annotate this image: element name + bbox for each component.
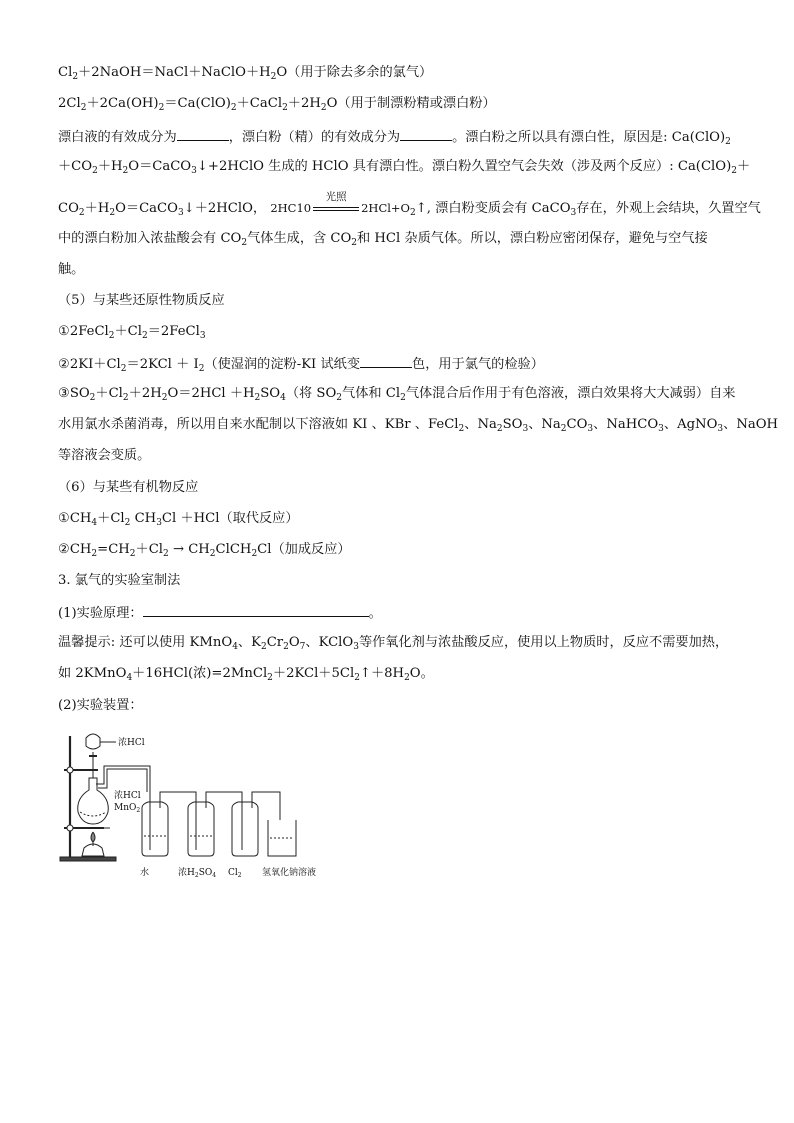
- tap-water-line: 水用氯水杀菌消毒，所以用自来水配制以下溶液如 KI 、KBr 、FeCl$_2$、$Na_2SO_3$、$Na_2CO_3$、NaHCO$_3$、AgNO$_3$、NaOH: [58, 417, 779, 434]
- answer-blank-bleach-liquid[interactable]: [177, 127, 229, 141]
- wash-bottle-sulfuric-acid: [188, 802, 214, 856]
- equation-ch4: $①CH_4+Cl_2$ $CH_3Cl +HCl$（取代反应）: [58, 511, 299, 528]
- equation-ki: $②2KI+Cl_2=2KCl + I_2$（使湿润的淀粉-KI 试纸变 色，用于氯气的检验）: [58, 354, 544, 374]
- bleach-paragraph-line-4: 中的漂白粉加入浓盐酸会有 $CO_2$气体生成，含 $CO_2$和 HCl 杂质气体。所以，漂白粉应密闭保存，避免与空气接: [58, 231, 708, 248]
- bleach-paragraph-line-2: $+CO_2+H_2O=CaCO_3↓+2HClO$ 生成的 HClO 具有漂白性。漂白粉久置空气会失效（涉及两个反应）: $Ca(ClO)_2+$: [58, 159, 751, 176]
- experiment-apparatus-heading: (2)实验装置：: [58, 698, 143, 713]
- bleach-paragraph-line-1: 漂白液的有效成分为 ，漂白粉（精）的有效成分为 。漂白粉之所以具有漂白性，原因是: $Ca(ClO)_2$: [58, 127, 731, 147]
- tap-water-line-2: 等溶液会变质。: [58, 448, 151, 463]
- equation-fecl2: $①2FeCl_2+Cl_2=2FeCl_3$: [58, 324, 206, 341]
- beaker-label: 氢氧化钠溶液: [262, 868, 317, 878]
- section-heading-6: （6）与某些有机物反应: [58, 480, 199, 495]
- bleach-paragraph-line-3: $CO_2+H_2O=CaCO_3↓+2HClO$， 2HC10 光照 $2HCl+O_2↑$, 漂白粉变质会有 CaCO$_3$存在，外观上会结块，久置空气: [58, 191, 761, 218]
- round-bottom-flask: [78, 778, 109, 824]
- bottle2-label: 浓$H_2SO_4$: [178, 868, 217, 879]
- flask-label-2: MnO$_2$: [114, 803, 141, 814]
- bottle1-label: 水: [140, 868, 150, 878]
- reaction-condition-arrow: 光照: [313, 200, 359, 218]
- answer-blank-color[interactable]: [360, 354, 412, 368]
- flask-label-1: 浓HCl: [114, 791, 141, 801]
- section-heading-lab-prep: 3. 氯气的实验室制法: [58, 573, 181, 588]
- equation-so2: $③SO_2+Cl_2+2H_2O=2HCl +H_2SO_4$（将 $SO_2$气体和 $Cl_2$气体混合后作用于有色溶液，漂白效果将大大减弱）自来: [58, 386, 736, 403]
- equation-kmno4: 如 2KMnO$_4$＋16HCl(浓)$=2MnCl_2+2KCl+5Cl_2↑+8H_2O$。: [58, 666, 434, 683]
- equation-ethylene: $②CH_2=CH_2+Cl_2$ → $CH_2ClCH_2Cl$（加成反应）: [58, 542, 351, 559]
- wash-bottle-water: [142, 802, 168, 856]
- experiment-principle: (1)实验原理： 。: [58, 603, 382, 623]
- equation-caoh2: $2Cl_2+2Ca(OH)_2=Ca(ClO)_2+CaCl_2+2H_2O$（用于制漂粉精或漂白粉）: [58, 96, 496, 113]
- answer-blank-principle[interactable]: [143, 603, 369, 617]
- equation-naoh: $Cl_2+2NaOH=NaCl+NaClO+H_2O$（用于除去多余的氯气）: [58, 65, 433, 82]
- separatory-funnel: [86, 734, 100, 749]
- section-heading-5: （5）与某些还原性物质反应: [58, 293, 225, 308]
- answer-blank-bleach-powder[interactable]: [400, 127, 452, 141]
- bleach-paragraph-line-5: 触。: [58, 262, 85, 277]
- funnel-label: 浓HCl: [118, 738, 145, 748]
- bottle3-label: $Cl_2$: [228, 868, 242, 879]
- stand-base: [60, 857, 116, 861]
- chlorine-apparatus-diagram: [58, 728, 333, 883]
- warm-tip: 温馨提示: 还可以使用 KMnO$_4$、$K_2Cr_2O_7$、KClO$_3$等作氧化剂与浓盐酸反应，使用以上物质时，反应不需要加热，: [58, 635, 729, 652]
- collection-bottle: [232, 802, 258, 856]
